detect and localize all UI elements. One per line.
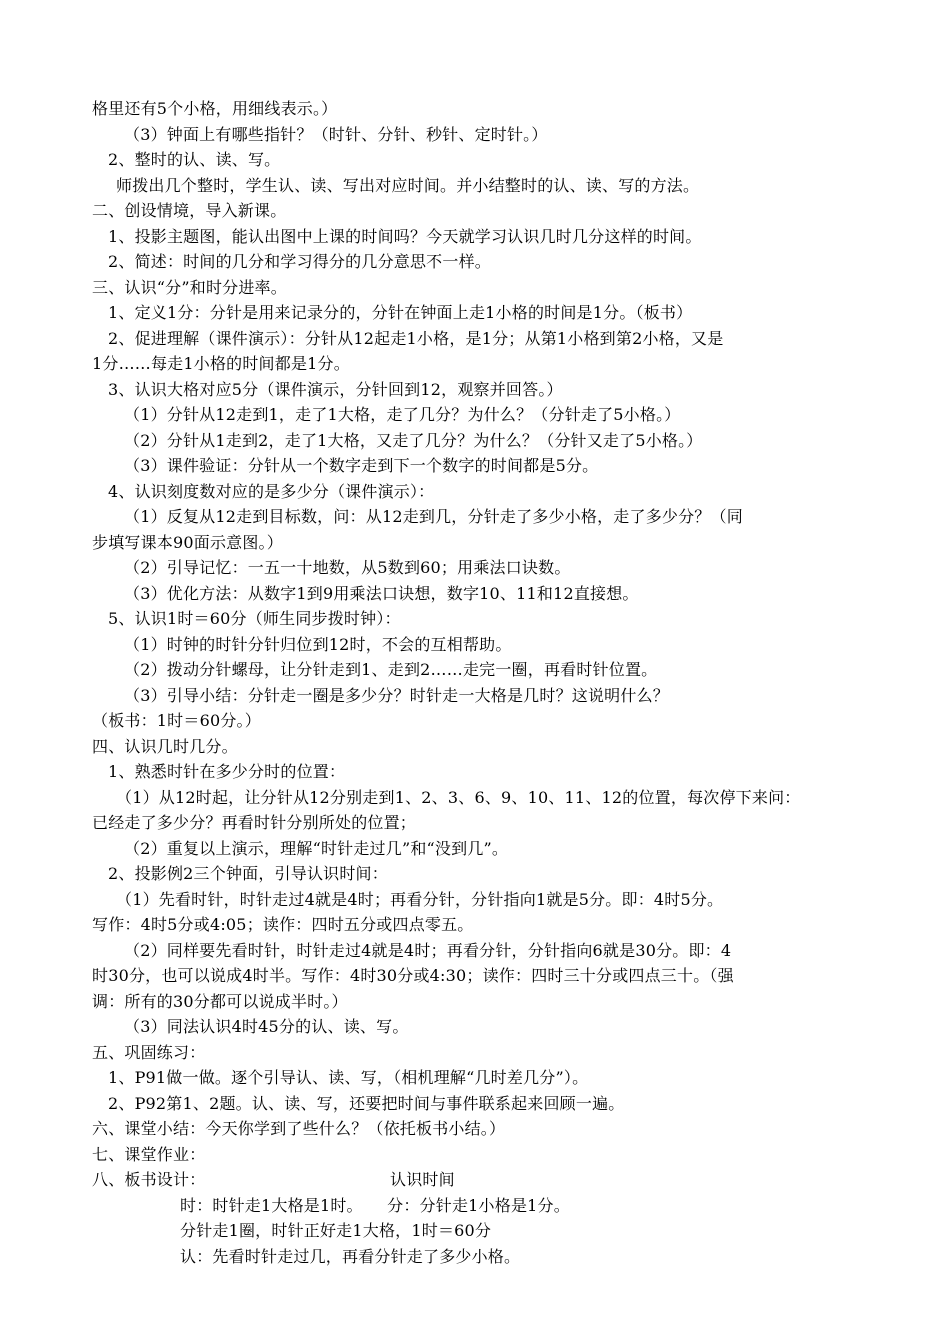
- text-line: 已经走了多少分？再看时针分别所处的位置；: [92, 813, 417, 832]
- text-line: 1分……每走1小格的时间都是1分。: [92, 354, 350, 373]
- section-heading: 七、课堂作业：: [92, 1144, 206, 1164]
- text-line: （1）分针从12走到1，走了1大格，走了几分？为什么？（分针走了5小格。）: [124, 405, 681, 424]
- text-line: （2）重复以上演示，理解“时针走过几”和“没到几”。: [124, 838, 509, 858]
- text-line: （3）引导小结：分针走一圈是多少分？时针走一大格是几时？这说明什么？: [124, 685, 669, 705]
- section-heading: 四、认识几时几分。: [92, 736, 238, 756]
- board-line: 分针走1圈，时针正好走1大格，1时＝60分: [180, 1221, 492, 1240]
- text-line: 2、促进理解（课件演示）：分针从12起走1小格，是1分；从第1小格到第2小格，又是: [108, 328, 724, 348]
- text-line: 时30分，也可以说成4时半。写作：4时30分或4:30；读作：四时三十分或四点三十。（强: [92, 966, 734, 985]
- text-line: 1、投影主题图，能认出图中上课的时间吗？今天就学习认识几时几分这样的时间。: [108, 226, 702, 246]
- section-heading: 五、巩固练习：: [92, 1042, 206, 1062]
- text-line: 5、认识1时＝60分（师生同步拨时钟）：: [108, 609, 401, 628]
- board-title: 认识时间: [390, 1170, 455, 1189]
- text-line: 1、熟悉时针在多少分时的位置：: [108, 762, 346, 781]
- text-line: 4、认识刻度数对应的是多少分（课件演示）：: [108, 481, 435, 501]
- text-line: 格里还有5个小格，用细线表示。）: [92, 99, 338, 118]
- text-line: （1）从12时起，让分针从12分别走到1、2、3、6、9、10、11、12的位置，每次停下来问：: [116, 787, 801, 807]
- text-line: 步填写课本90面示意图。）: [92, 532, 283, 552]
- text-line: 师拨出几个整时，学生认、读、写出对应时间。并小结整时的认、读、写的方法。: [116, 175, 700, 195]
- text-line: （1）先看时针，时针走过4就是4时；再看分针，分针指向1就是5分。即：4时5分。: [116, 889, 724, 909]
- section-heading: 六、课堂小结：今天你学到了些什么？（依托板书小结。）: [92, 1119, 506, 1138]
- text-line: 2、简述：时间的几分和学习得分的几分意思不一样。: [108, 252, 491, 271]
- text-line: 1、P91做一做。逐个引导认、读、写，（相机理解“几时差几分”）。: [108, 1068, 589, 1087]
- text-line: （2）拨动分针螺母，让分针走到1、走到2……走完一圈，再看时针位置。: [124, 660, 658, 679]
- board-design-heading-row: [92, 1167, 922, 1193]
- text-line: 2、P92第1、2题。认、读、写，还要把时间与事件联系起来回顾一遍。: [108, 1093, 625, 1113]
- text-line: （3）课件验证：分针从一个数字走到下一个数字的时间都是5分。: [124, 456, 599, 475]
- text-line: 写作：4时5分或4:05；读作：四时五分或四点零五。: [92, 915, 474, 934]
- text-line: （2）同样要先看时针，时针走过4就是4时；再看分针，分针指向6就是30分。即：4: [124, 940, 732, 960]
- text-line: （板书：1时＝60分。）: [92, 711, 261, 730]
- text-line: （3）同法认识4时45分的认、读、写。: [124, 1017, 409, 1036]
- text-line: （2）分针从1走到2，走了1大格，又走了几分？为什么？（分针又走了5小格。）: [124, 430, 703, 450]
- section-heading: 三、认识“分”和时分进率。: [92, 277, 287, 297]
- text-line: （2）引导记忆：一五一十地数，从5数到60；用乘法口诀数。: [124, 558, 571, 577]
- text-line: （3）钟面上有哪些指针？（时针、分针、秒针、定时针。）: [124, 124, 548, 144]
- section-heading: 八、板书设计：: [92, 1170, 206, 1189]
- document-body: [92, 96, 922, 1269]
- text-line: （1）时钟的时针分针归位到12时，不会的互相帮助。: [124, 634, 512, 654]
- text-line: 调：所有的30分都可以说成半时。）: [92, 991, 348, 1011]
- text-line: 3、认识大格对应5分（课件演示，分针回到12，观察并回答。）: [108, 379, 563, 399]
- board-line: 时：时针走1大格是1时。 分：分针走1小格是1分。: [180, 1195, 570, 1215]
- board-line: 认：先看时针走过几，再看分针走了多少小格。: [180, 1246, 521, 1266]
- text-line: 1、定义1分：分针是用来记录分的，分针在钟面上走1小格的时间是1分。（板书）: [108, 303, 693, 322]
- section-heading: 二、创设情境，导入新课。: [92, 201, 287, 220]
- text-line: （3）优化方法：从数字1到9用乘法口诀想，数字10、11和12直接想。: [124, 583, 639, 603]
- text-line: 2、整时的认、读、写。: [108, 150, 281, 169]
- text-line: 2、投影例2三个钟面，引导认识时间：: [108, 864, 388, 883]
- text-line: （1）反复从12走到目标数，问：从12走到几，分针走了多少小格，走了多少分？（同: [124, 507, 743, 526]
